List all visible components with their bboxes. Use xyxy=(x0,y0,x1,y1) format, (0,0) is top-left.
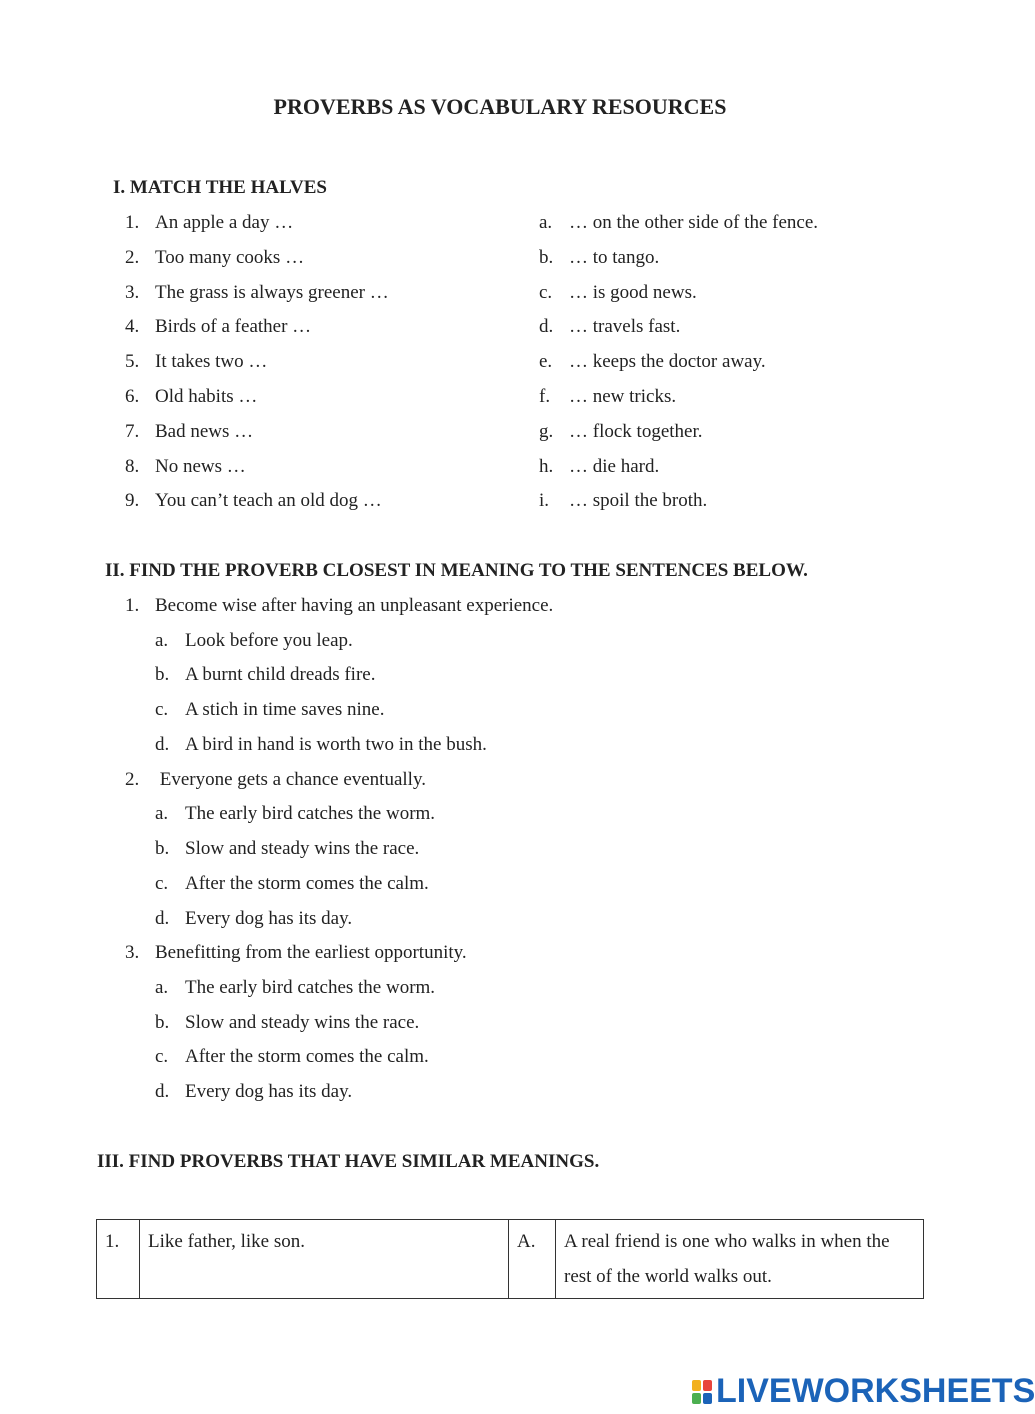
question-option xyxy=(155,1046,429,1068)
match-left-item xyxy=(125,351,267,373)
logo-square-2 xyxy=(703,1380,712,1391)
section-1-heading: I. MATCH THE HALVES xyxy=(113,177,327,198)
question-text: Become wise after having an unpleasant experience. xyxy=(155,595,554,616)
match-left-item xyxy=(125,212,293,234)
question-option xyxy=(155,734,487,756)
row-letter: A. xyxy=(509,1220,556,1299)
option-text: Every dog has its day. xyxy=(185,908,353,929)
match-right-letter: g. xyxy=(539,421,554,442)
match-left-text: Too many cooks … xyxy=(155,247,305,268)
option-letter: d. xyxy=(155,908,170,929)
option-text: The early bird catches the worm. xyxy=(185,803,436,824)
match-left-number: 5. xyxy=(125,351,140,372)
option-text: After the storm comes the calm. xyxy=(185,873,429,894)
proverb-left: Like father, like son. xyxy=(140,1220,509,1299)
match-left-number: 4. xyxy=(125,316,140,337)
option-letter: a. xyxy=(155,977,169,998)
question-option xyxy=(155,699,384,721)
option-text: A stich in time saves nine. xyxy=(185,699,385,720)
question xyxy=(125,942,467,964)
logo-square-1 xyxy=(692,1380,701,1391)
match-right-letter: i. xyxy=(539,490,550,511)
match-right-text: … flock together. xyxy=(569,421,703,442)
match-right-item xyxy=(539,212,818,234)
match-left-number: 1. xyxy=(125,212,140,233)
option-letter: c. xyxy=(155,1046,169,1067)
match-left-item xyxy=(125,490,382,512)
match-left-item xyxy=(125,421,253,443)
match-left-number: 2. xyxy=(125,247,140,268)
option-text: Slow and steady wins the race. xyxy=(185,1012,420,1033)
option-text: After the storm comes the calm. xyxy=(185,1046,429,1067)
match-right-text: … new tricks. xyxy=(569,386,677,407)
question xyxy=(125,595,553,617)
match-right-letter: e. xyxy=(539,351,553,372)
option-letter: b. xyxy=(155,1012,170,1033)
match-right-letter: f. xyxy=(539,386,551,407)
match-right-item xyxy=(539,490,707,512)
match-right-letter: h. xyxy=(539,456,554,477)
match-left-item xyxy=(125,456,246,478)
option-text: Every dog has its day. xyxy=(185,1081,353,1102)
match-left-item xyxy=(125,282,389,304)
match-left-number: 3. xyxy=(125,282,140,303)
match-left-item xyxy=(125,247,304,269)
option-letter: b. xyxy=(155,838,170,859)
option-text: A burnt child dreads fire. xyxy=(185,664,376,685)
match-left-number: 8. xyxy=(125,456,140,477)
option-letter: c. xyxy=(155,699,169,720)
option-letter: d. xyxy=(155,1081,170,1102)
logo-icon xyxy=(692,1380,712,1404)
question-option xyxy=(155,1012,419,1034)
match-right-item xyxy=(539,316,680,338)
match-left-text: You can’t teach an old dog … xyxy=(155,490,382,511)
match-left-text: Bad news … xyxy=(155,421,254,442)
question-option xyxy=(155,630,353,652)
option-text: A bird in hand is worth two in the bush. xyxy=(185,734,487,755)
match-right-text: … on the other side of the fence. xyxy=(569,212,819,233)
logo-square-4 xyxy=(703,1393,712,1404)
match-right-item xyxy=(539,456,659,478)
question-option xyxy=(155,977,435,999)
match-left-item xyxy=(125,386,257,408)
question-option xyxy=(155,908,352,930)
match-right-letter: a. xyxy=(539,212,553,233)
match-left-text: An apple a day … xyxy=(155,212,294,233)
option-letter: a. xyxy=(155,630,169,651)
question-text: Benefitting from the earliest opportunity. xyxy=(155,942,467,963)
match-left-number: 9. xyxy=(125,490,140,511)
option-letter: b. xyxy=(155,664,170,685)
match-right-letter: d. xyxy=(539,316,554,337)
match-right-text: … die hard. xyxy=(569,456,660,477)
match-left-item xyxy=(125,316,311,338)
question xyxy=(125,769,426,791)
section-2-heading: II. FIND THE PROVERB CLOSEST IN MEANING TO THE SENTENCES BELOW. xyxy=(105,560,808,581)
question-option xyxy=(155,803,435,825)
logo-text: LIVEWORKSHEETS xyxy=(716,1372,1035,1410)
option-letter: a. xyxy=(155,803,169,824)
match-right-item xyxy=(539,282,697,304)
match-right-item xyxy=(539,247,659,269)
match-right-text: … keeps the doctor away. xyxy=(569,351,766,372)
match-right-item xyxy=(539,421,703,443)
question-option xyxy=(155,838,419,860)
row-number: 1. xyxy=(97,1220,140,1299)
question-option xyxy=(155,664,375,686)
match-right-letter: b. xyxy=(539,247,554,268)
match-left-text: The grass is always greener … xyxy=(155,282,389,303)
section-3-heading: III. FIND PROVERBS THAT HAVE SIMILAR MEANINGS. xyxy=(97,1151,600,1172)
question-option xyxy=(155,1081,352,1103)
match-left-text: It takes two … xyxy=(155,351,268,372)
proverb-right: A real friend is one who walks in when the rest of the world walks out. xyxy=(556,1220,924,1299)
match-right-text: … to tango. xyxy=(569,247,660,268)
match-left-number: 7. xyxy=(125,421,140,442)
option-letter: c. xyxy=(155,873,169,894)
option-text: The early bird catches the worm. xyxy=(185,977,436,998)
question-number: 3. xyxy=(125,942,140,963)
question-text: Everyone gets a chance eventually. xyxy=(155,769,426,790)
match-left-text: No news … xyxy=(155,456,246,477)
question-option xyxy=(155,873,429,895)
match-right-letter: c. xyxy=(539,282,553,303)
logo-square-3 xyxy=(692,1393,701,1404)
option-letter: d. xyxy=(155,734,170,755)
option-text: Slow and steady wins the race. xyxy=(185,838,420,859)
page-title: PROVERBS AS VOCABULARY RESOURCES xyxy=(273,94,727,119)
match-left-text: Birds of a feather … xyxy=(155,316,312,337)
similar-proverbs-table xyxy=(96,1219,924,1299)
question-number: 2. xyxy=(125,769,140,790)
question-number: 1. xyxy=(125,595,140,616)
option-text: Look before you leap. xyxy=(185,630,353,651)
match-right-item xyxy=(539,386,676,408)
match-left-text: Old habits … xyxy=(155,386,258,407)
match-right-item xyxy=(539,351,766,373)
liveworksheets-logo xyxy=(692,1372,1035,1411)
table-row xyxy=(97,1220,924,1299)
match-right-text: … travels fast. xyxy=(569,316,681,337)
match-right-text: … is good news. xyxy=(569,282,697,303)
match-left-number: 6. xyxy=(125,386,140,407)
match-right-text: … spoil the broth. xyxy=(569,490,708,511)
